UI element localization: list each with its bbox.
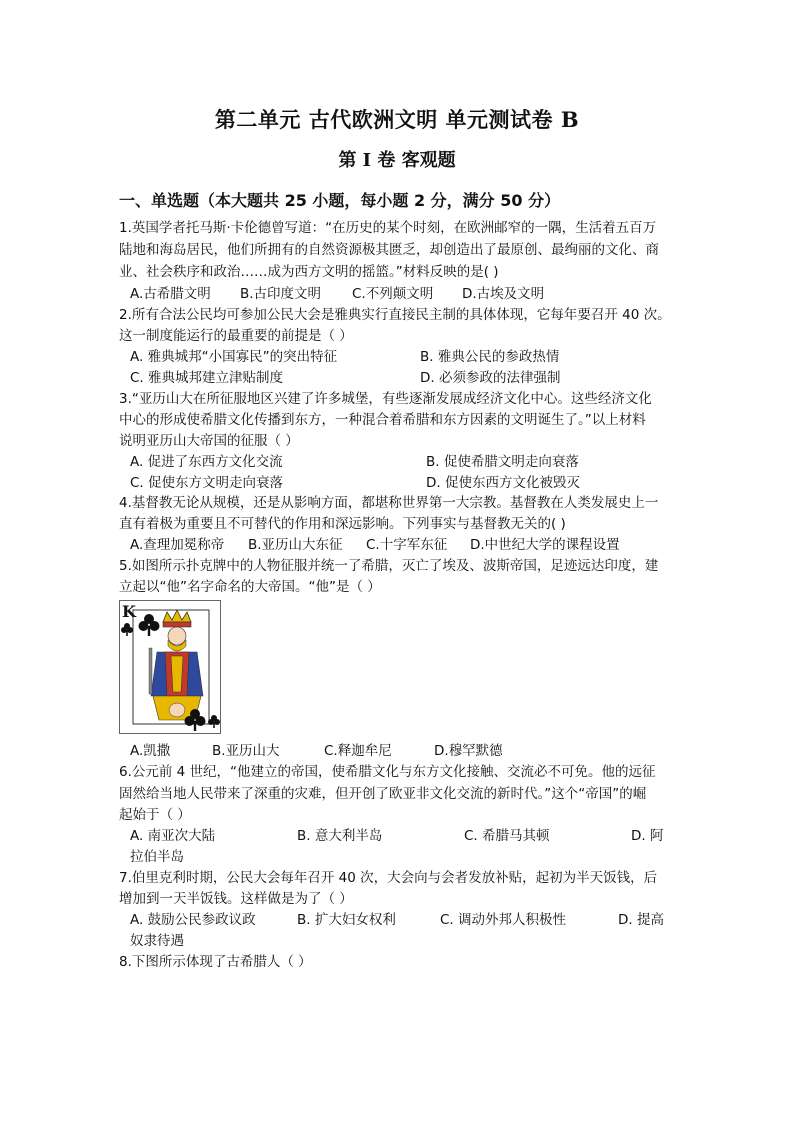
q1-option-d: D.古埃及文明 (462, 286, 545, 302)
q5-line-1: 5.如图所示扑克牌中的人物征服并统一了希腊，灭亡了埃及、波斯帝国，足迹远达印度，建 (119, 558, 659, 574)
q1-option-b: B.古印度文明 (240, 286, 322, 302)
q1-option-c: C.不列颠文明 (352, 286, 434, 302)
q5-option-a: A.凯撒 (130, 743, 171, 759)
q2-line-2: 这一制度能运行的最重要的前提是（ ） (119, 328, 353, 344)
q1-line-3: 业、社会秩序和政治……成为西方文明的摇篮。”材料反映的是( ) (119, 264, 499, 280)
q2-option-b: B. 雅典公民的参政热情 (420, 349, 560, 365)
q6-option-d-wrap: 拉伯半岛 (130, 849, 184, 865)
q7-line-2: 增加到一天半饭钱。这样做是为了（ ） (119, 891, 353, 907)
q7-option-b: B. 扩大妇女权利 (297, 912, 396, 928)
q5-option-b: B.亚历山大 (212, 743, 280, 759)
q4-option-b: B.亚历山大东征 (248, 537, 343, 553)
card-letter: K (122, 602, 136, 621)
q2-option-d: D. 必须参政的法律强制 (420, 370, 561, 386)
q1-option-a: A.古希腊文明 (130, 286, 211, 302)
q4-line-1: 4.基督教无论从规模，还是从影响方面，都堪称世界第一大宗教。基督教在人类发展史上一 (119, 495, 659, 511)
q3-line-2: 中心的形成使希腊文化传播到东方，一种混合着希腊和东方因素的文明诞生了。”以上材料 (119, 412, 646, 428)
q1-line-1: 1.英国学者托马斯·卡伦德曾写道：“在历史的某个时刻，在欧洲邮窄的一隅，生活着五百万 (119, 220, 657, 236)
q4-line-2: 直有着极为重要且不可替代的作用和深远影响。下列事实与基督教无关的( ) (119, 516, 566, 532)
king-of-clubs-card-image (119, 600, 221, 734)
q6-option-b: B. 意大利半岛 (297, 828, 383, 844)
q2-option-c: C. 雅典城邦建立津贴制度 (130, 370, 284, 386)
q4-option-d: D.中世纪大学的课程设置 (470, 537, 620, 553)
q6-option-d: D. 阿 (631, 828, 664, 844)
q7-option-a: A. 鼓励公民参政议政 (130, 912, 256, 928)
q6-option-a: A. 南亚次大陆 (130, 828, 216, 844)
q3-line-1: 3.“亚历山大在所征服地区兴建了许多城堡，有些逐渐发展成经济文化中心。这些经济文化 (119, 391, 652, 407)
crown-icon (163, 610, 191, 627)
q3-option-b: B. 促使希腊文明走向衰落 (426, 454, 579, 470)
q6-line-2: 固然给当地人民带来了深重的灾难，但开创了欧亚非文化交流的新时代。”这个“帝国”的崛 (119, 786, 647, 802)
q8-line-1: 8.下图所示体现了古希腊人（ ） (119, 954, 312, 970)
q6-line-3: 起始于（ ） (119, 807, 191, 823)
q7-option-c: C. 调动外邦人积极性 (440, 912, 567, 928)
q2-line-1: 2.所有合法公民均可参加公民大会是雅典实行直接民主制的具体体现，它每年要召开 40 次。 (119, 307, 671, 323)
q5-option-d: D.穆罕默德 (434, 743, 503, 759)
q4-option-c: C.十字军东征 (366, 537, 448, 553)
q7-option-d: D. 提高 (618, 912, 664, 928)
q6-line-1: 6.公元前 4 世纪，“他建立的帝国，使希腊文化与东方文化接触、交流必不可免。他的远征 (119, 764, 656, 780)
q7-option-d-wrap: 奴隶待遇 (130, 933, 184, 949)
exam-title: 第二单元 古代欧洲文明 单元测试卷 B (214, 107, 580, 132)
q3-line-3: 说明亚历山大帝国的征服（ ） (119, 433, 299, 449)
q2-option-a: A. 雅典城邦“小国寡民”的突出特征 (130, 349, 338, 365)
q3-option-d: D. 促使东西方文化被毁灭 (426, 475, 580, 491)
q5-line-2: 立起以“他”名字命名的大帝国。“他”是（ ） (119, 579, 381, 595)
q5-option-c: C.释迦牟尼 (324, 743, 392, 759)
q6-option-c: C. 希腊马其顿 (464, 828, 550, 844)
q4-option-a: A.查理加冕称帝 (130, 537, 225, 553)
q1-line-2: 陆地和海岛居民，他们所拥有的自然资源极其匮乏，却创造出了最原创、最绚丽的文化、商 (119, 242, 659, 258)
q3-option-a: A. 促进了东西方文化交流 (130, 454, 283, 470)
part-title: 第 I 卷 客观题 (338, 150, 456, 171)
section-heading: 一、单选题（本大题共 25 小题，每小题 2 分，满分 50 分） (119, 191, 561, 210)
q7-line-1: 7.伯里克利时期，公民大会每年召开 40 次，大会向与会者发放补贴，起初为半天饭钱，后 (119, 870, 658, 886)
q3-option-c: C. 促使东方文明走向衰落 (130, 475, 284, 491)
